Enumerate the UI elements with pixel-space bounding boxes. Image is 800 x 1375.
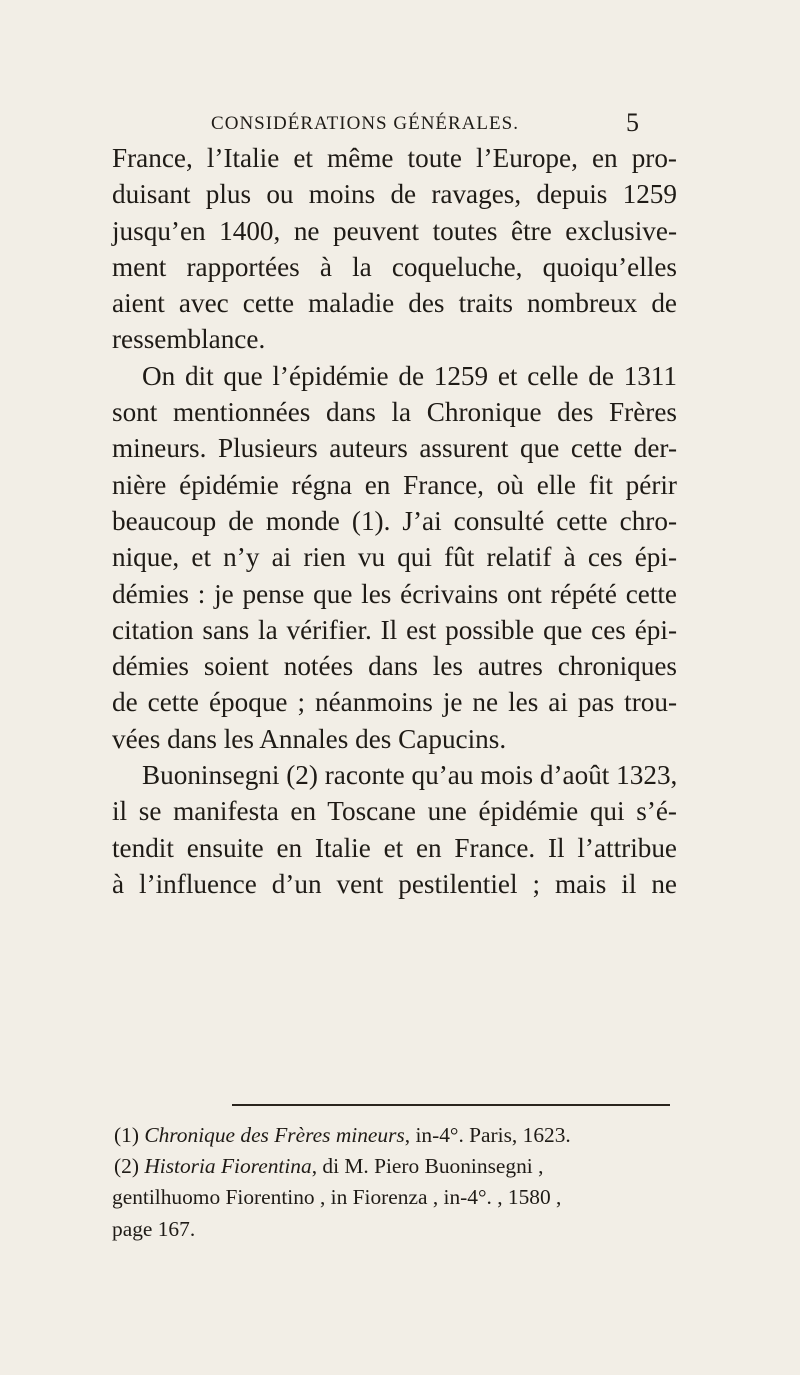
footnote-text: , di M. Piero Buoninsegni ,	[311, 1154, 544, 1179]
footnote-text: , in-4°. Paris, 1623.	[404, 1123, 571, 1147]
text-line: Buoninsegni (2) raconte qu’au mois d’août 1323,	[142, 760, 678, 791]
footnotes	[112, 1120, 682, 1245]
text-line: démies : je pense que les écrivains ont répété cette	[112, 578, 677, 609]
footnote-title: Historia Fiorentina	[144, 1154, 312, 1179]
text-line: aient avec cette maladie des traits nombreux de	[112, 288, 677, 319]
text-line: à l’influence d’un vent pestilentiel ; mais il ne	[112, 868, 677, 899]
text-line: ment rapportées à la coqueluche, quoiqu’elles	[112, 251, 677, 282]
text-line: beaucoup de monde (1). J’ai consulté cette chro-	[112, 505, 677, 536]
body-text	[112, 140, 677, 902]
text-line: citation sans la vérifier. Il est possible que ces épi-	[112, 614, 677, 645]
text-line: de cette époque ; néanmoins je ne les ai pas trou-	[112, 687, 677, 718]
text-line: duisant plus ou moins de ravages, depuis 1259	[112, 179, 677, 210]
text-line: ressemblance.	[112, 324, 266, 355]
footnote-marker: (2)	[114, 1154, 139, 1179]
footnote-1	[112, 1120, 682, 1151]
text-line: il se manifesta en Toscane une épidémie qui s’é-	[112, 796, 677, 827]
text-line: France, l’Italie et même toute l’Europe, en pro-	[112, 143, 677, 173]
text-line: nique, et n’y ai rien vu qui fût relatif à ces épi-	[112, 542, 677, 573]
text-line: vées dans les Annales des Capucins.	[112, 723, 507, 754]
page-number: 5	[626, 108, 639, 137]
footnote-text: page 167.	[112, 1216, 196, 1241]
text-line: jusqu’en 1400, ne peuvent toutes être exclusive-	[112, 215, 677, 246]
text-line: sont mentionnées dans la Chronique des Frères	[112, 397, 677, 428]
footnote-2	[112, 1151, 682, 1182]
running-header: CONSIDÉRATIONS GÉNÉRALES.	[211, 113, 519, 134]
text-line: tendit ensuite en Italie et en France. Il l’attribue	[112, 832, 677, 863]
footnote-marker: (1)	[114, 1123, 139, 1147]
footnote-title: Chronique des Frères mineurs	[144, 1123, 405, 1147]
footnote-divider	[232, 1104, 670, 1106]
text-line: On dit que l’épidémie de 1259 et celle de 1311	[142, 360, 677, 391]
text-line: mineurs. Plusieurs auteurs assurent que cette der-	[112, 433, 677, 464]
footnote-text: gentilhuomo Fiorentino , in Fiorenza , in-4°. , 1580 ,	[112, 1185, 562, 1210]
text-line: démies soient notées dans les autres chroniques	[112, 651, 677, 682]
text-line: nière épidémie régna en France, où elle fit périr	[112, 469, 677, 500]
